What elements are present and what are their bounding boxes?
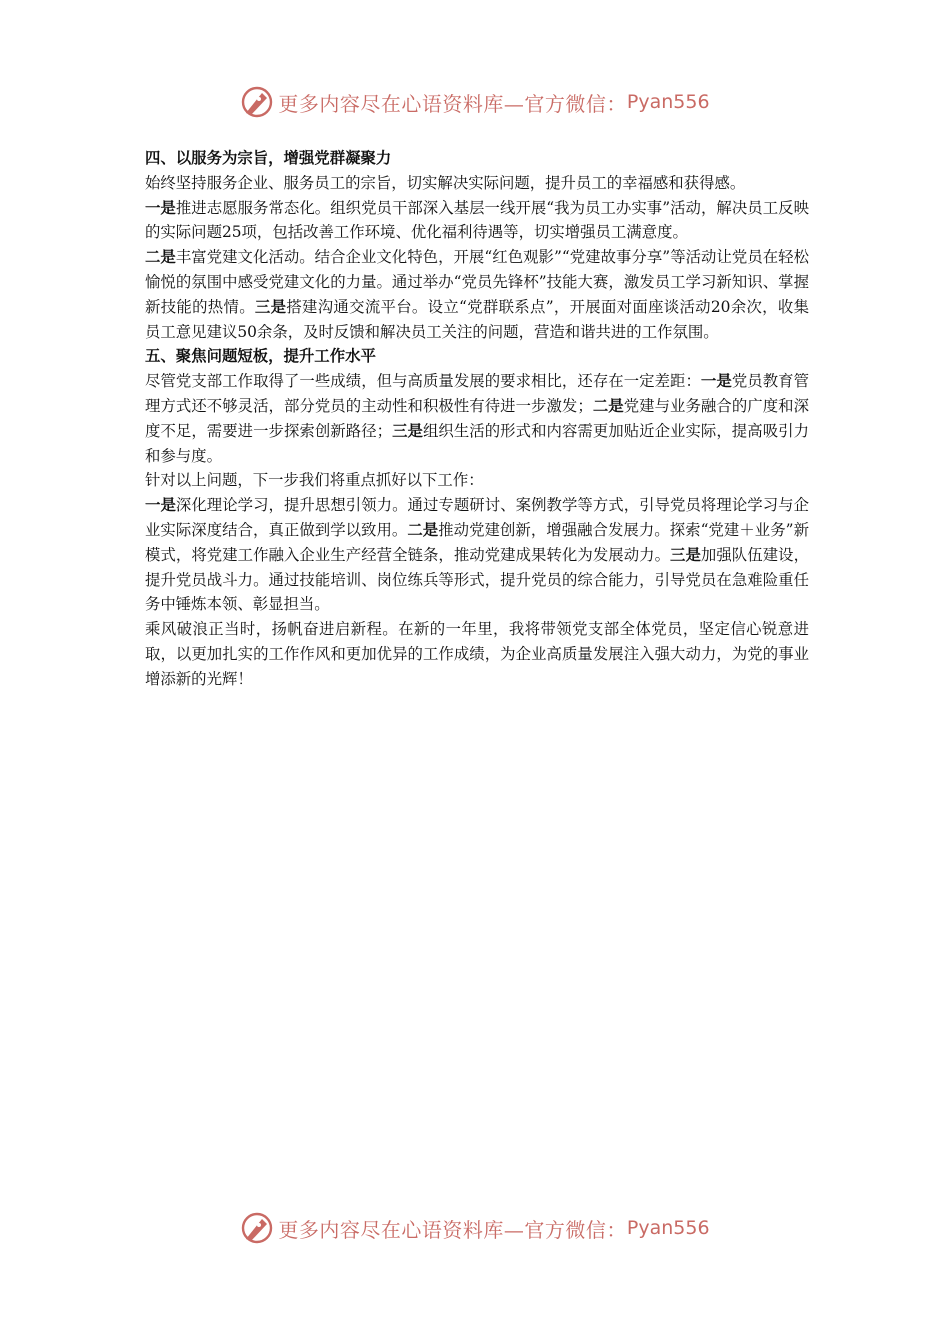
issue-3-label: 三是 [392,421,423,440]
point-2-text: 丰富党建文化活动。结合企业文化特色，开展“红色观影”“党建故事分享”等活动让党员在轻松愉悦的氛围中感受党建文化的力量。通过举办“党员先锋杯”技能大赛，激发员工学习新知识、掌握新技能的热情。 [145,248,809,316]
banner-wechat-id: Pyan556 [626,1217,710,1239]
work-1-label: 一是 [145,496,176,515]
section-5-heading: 五、聚焦问题短板，提升工作水平 [145,347,376,366]
section-5-work [145,493,809,617]
footer-banner [0,1208,950,1248]
issue-2-label: 二是 [592,396,624,415]
work-2-text: 推动党建创新，增强融合发展力。探索“党建＋业务”新模式，将党建工作融入企业生产经营全链条，推动党建成果转化为发展动力。 [145,520,809,564]
header-banner [0,82,950,122]
point-1-label: 一是 [145,198,176,217]
next-steps-intro: 针对以上问题，下一步我们将重点抓好以下工作： [145,471,484,490]
pen-nib-logo-icon [240,85,274,119]
issue-3-text: 组织生活的形式和内容需更加贴近企业实际，提高吸引力和参与度。 [145,421,809,465]
document-body [145,146,809,692]
point-3-text: 搭建沟通交流平台。设立“党群联系点”，开展面对面座谈活动20余次，收集员工意见建议50余条，及时反馈和解决员工关注的问题，营造和谐共进的工作氛围。 [145,297,809,341]
section-5-issues [145,369,809,468]
work-1-text: 深化理论学习，提升思想引领力。通过专题研讨、案例教学等方式，引导党员将理论学习与企业实际深度结合，真正做到学以致用。 [145,496,809,539]
banner-wechat-id: Pyan556 [626,91,710,113]
issue-1-label: 一是 [700,372,732,391]
point-2-label: 二是 [145,248,176,267]
work-3-label: 三是 [670,545,701,564]
banner-text: 更多内容尽在心语资料库—官方微信： [278,91,627,116]
work-2-label: 二是 [407,520,439,539]
banner-text: 更多内容尽在心语资料库—官方微信： [278,1217,627,1242]
point-1-text: 推进志愿服务常态化。组织党员干部深入基层一线开展“我为员工办实事”活动，解决员工反映的实际问题25项，包括改善工作环境、优化福利待遇等，切实增强员工满意度。 [145,198,809,242]
section-4-intro: 始终坚持服务企业、服务员工的宗旨，切实解决实际问题，提升员工的幸福感和获得感。 [145,173,746,192]
section-5-intro: 尽管党支部工作取得了一些成绩，但与高质量发展的要求相比，还存在一定差距： [145,372,701,391]
section-4-body [145,196,809,345]
issue-2-text: 党建与业务融合的广度和深度不足，需要进一步探索创新路径； [145,396,809,440]
closing-paragraph: 乘风破浪正当时，扬帆奋进启新程。在新的一年里，我将带领党支部全体党员，坚定信心锐意进取，以更加扎实的工作作风和更加优异的工作成绩，为企业高质量发展注入强大动力，为党的事业增添新的光辉！ [145,620,809,688]
pen-nib-logo-icon [240,1211,274,1245]
point-3-label: 三是 [254,297,287,316]
section-4-heading: 四、以服务为宗旨，增强党群凝聚力 [145,149,392,167]
work-3-text: 加强队伍建设，提升党员战斗力。通过技能培训、岗位练兵等形式，提升党员的综合能力，引导党员在急难险重任务中锤炼本领、彰显担当。 [145,545,809,614]
issue-1-text: 党员教育管理方式还不够灵活，部分党员的主动性和积极性有待进一步激发； [145,372,809,415]
